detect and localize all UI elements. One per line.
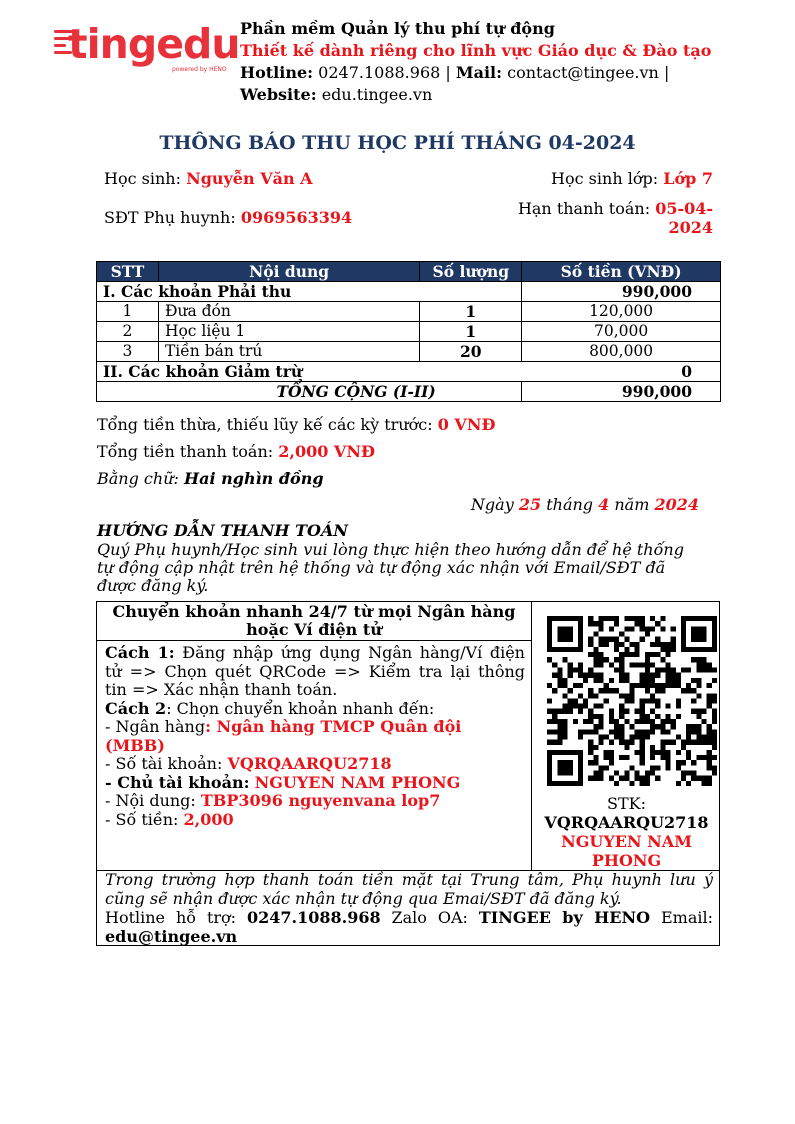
transfer-amount: - Số tiền: 2,000 bbox=[105, 809, 234, 829]
transfer-content: - Nội dung: TBP3096 nguyenvana lop7 bbox=[105, 791, 441, 810]
guide-text: Quý Phụ huynh/Học sinh vui lòng thực hiện theo hướng dẫn để hệ thống tự động cập nhật trên hệ thống và tự động xác nhận với Email/SĐT đã được đăng ký. bbox=[97, 540, 684, 595]
company-header bbox=[240, 18, 711, 106]
student-name: Học sinh: Nguyễn Văn A bbox=[104, 169, 313, 188]
fee-table bbox=[96, 261, 721, 402]
hotline: 0247.1088.968 bbox=[318, 63, 441, 82]
account-number: - Số tài khoản: VQRQAARQU2718 bbox=[105, 754, 392, 773]
student-class: Học sinh lớp: Lớp 7 bbox=[551, 169, 713, 188]
section-row: I. Các khoản Phải thu 990,000 bbox=[97, 282, 721, 302]
payment-box bbox=[96, 601, 720, 946]
company-tagline: Phần mềm Quản lý thu phí tự động bbox=[240, 19, 555, 38]
payment-header: Chuyển khoản nhanh 24/7 từ mọi Ngân hàng hoặc Ví điện tử bbox=[112, 602, 516, 639]
logo bbox=[54, 18, 240, 78]
section-row: II. Các khoản Giảm trừ 0 bbox=[97, 362, 721, 382]
support-line: Hotline hỗ trợ: 0247.1088.968 Zalo OA: TINGEE by HENO Email: edu@tingee.vn bbox=[105, 908, 713, 946]
guide-heading: HƯỚNG DẪN THANH TOÁN bbox=[97, 521, 348, 540]
page-title: THÔNG BÁO THU HỌC PHÍ THÁNG 04-2024 bbox=[159, 132, 636, 154]
table-header-row bbox=[97, 262, 721, 282]
col-header: Nội dung bbox=[158, 262, 419, 282]
way-2: Cách 2: Chọn chuyển khoản nhanh đến: bbox=[105, 698, 435, 718]
contact-line: Hotline: 0247.1088.968 | Mail: contact@tingee.vn | bbox=[240, 63, 670, 82]
payment-footer bbox=[105, 870, 713, 946]
col-header: Số tiền (VNĐ) bbox=[522, 262, 721, 282]
stk-number: VQRQAARQU2718 bbox=[544, 813, 709, 832]
amount-in-words: Bằng chữ: Hai nghìn đồng bbox=[97, 469, 324, 488]
payment-total: Tổng tiền thanh toán: 2,000 VNĐ bbox=[97, 442, 375, 461]
qr-code-icon[interactable] bbox=[547, 616, 717, 786]
logo-subtitle: powered by HENO bbox=[172, 66, 227, 73]
table-row: 3 Tiền bán trú 20 800,000 bbox=[97, 342, 721, 362]
payment-steps bbox=[105, 644, 525, 829]
due-date: Hạn thanh toán: 05-04- 2024 bbox=[517, 199, 713, 237]
total-row: TỔNG CỘNG (I-II) 990,000 bbox=[97, 382, 721, 402]
col-header: STT bbox=[97, 262, 159, 282]
col-header: Số lượng bbox=[420, 262, 522, 282]
contact-email: contact@tingee.vn bbox=[507, 63, 659, 82]
website-line: Website: edu.tingee.vn bbox=[240, 85, 433, 104]
company-subtitle: Thiết kế dành riêng cho lĩnh vực Giáo dục & Đào tạo bbox=[240, 41, 712, 60]
carry-over-total: Tổng tiền thừa, thiếu lũy kế các kỳ trước: 0 VNĐ bbox=[97, 415, 496, 434]
stk-owner: NGUYEN NAM PHONG bbox=[561, 832, 692, 870]
bank-name: - Ngân hàng: Ngân hàng TMCP Quân đội (MBB) bbox=[105, 717, 462, 755]
stk-block: STK: VQRQAARQU2718 NGUYEN NAM PHONG bbox=[532, 794, 721, 870]
parent-phone: SĐT Phụ huynh: 0969563394 bbox=[104, 208, 353, 227]
table-row: 1 Đưa đón 1 120,000 bbox=[97, 302, 721, 322]
cash-note: Trong trường hợp thanh toán tiền mặt tại Trung tâm, Phụ huynh lưu ý cũng sẽ nhận được xác nhận tự động qua Emai/SĐT đã đăng ký. bbox=[105, 870, 713, 908]
table-row: 2 Học liệu 1 1 70,000 bbox=[97, 322, 721, 342]
support-email: edu@tingee.vn bbox=[105, 927, 238, 946]
website: edu.tingee.vn bbox=[321, 85, 433, 104]
issue-date: Ngày 25 tháng 4 năm 2024 bbox=[470, 495, 699, 514]
logo-wordmark: tingedu bbox=[68, 20, 240, 68]
way-1: Cách 1: Đăng nhập ứng dụng Ngân hàng/Ví điện tử => Chọn quét QRCode => Kiểm tra lại thông tin => Xác nhận thanh toán. bbox=[105, 643, 525, 699]
account-owner: - Chủ tài khoản: NGUYEN NAM PHONG bbox=[105, 772, 461, 792]
